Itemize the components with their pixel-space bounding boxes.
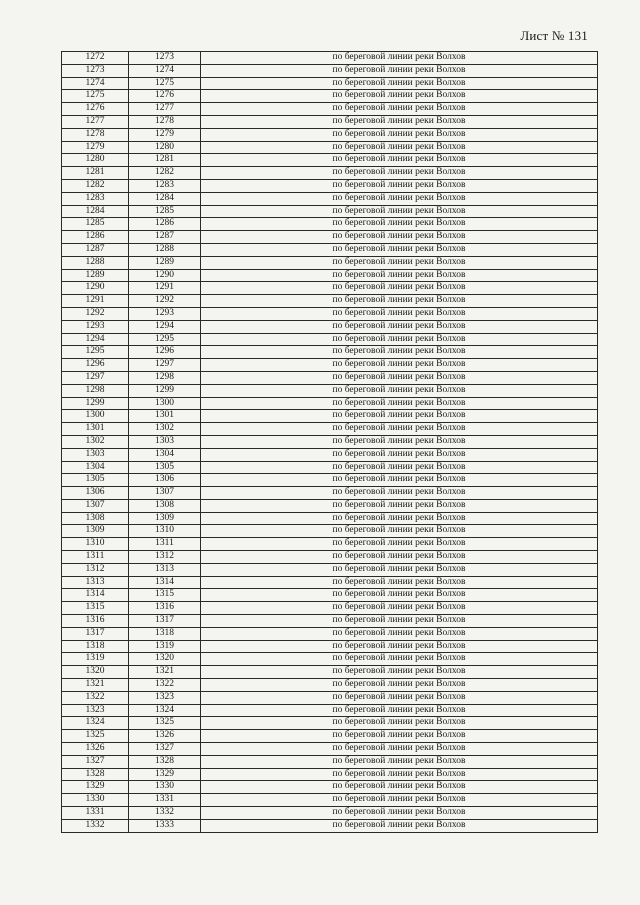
from-point-cell: 1283	[62, 192, 129, 205]
table-row	[62, 371, 598, 384]
description-cell: по береговой линии реки Волхов	[201, 397, 598, 410]
description-cell: по береговой линии реки Волхов	[201, 576, 598, 589]
to-point-cell: 1306	[129, 474, 201, 487]
from-point-cell: 1306	[62, 487, 129, 500]
description-cell: по береговой линии реки Волхов	[201, 538, 598, 551]
table-row	[62, 794, 598, 807]
to-point-cell: 1309	[129, 512, 201, 525]
description-cell: по береговой линии реки Волхов	[201, 128, 598, 141]
from-point-cell: 1293	[62, 320, 129, 333]
to-point-cell: 1291	[129, 282, 201, 295]
description-cell: по береговой линии реки Волхов	[201, 512, 598, 525]
description-cell: по береговой линии реки Волхов	[201, 115, 598, 128]
description-cell: по береговой линии реки Волхов	[201, 653, 598, 666]
to-point-cell: 1279	[129, 128, 201, 141]
table-body	[62, 52, 598, 833]
table-row	[62, 807, 598, 820]
from-point-cell: 1298	[62, 384, 129, 397]
from-point-cell: 1327	[62, 755, 129, 768]
table-row	[62, 819, 598, 832]
table-row	[62, 282, 598, 295]
from-point-cell: 1278	[62, 128, 129, 141]
description-cell: по береговой линии реки Волхов	[201, 231, 598, 244]
table-row	[62, 423, 598, 436]
table-row	[62, 640, 598, 653]
to-point-cell: 1316	[129, 602, 201, 615]
description-cell: по береговой линии реки Волхов	[201, 679, 598, 692]
to-point-cell: 1314	[129, 576, 201, 589]
to-point-cell: 1278	[129, 115, 201, 128]
description-cell: по береговой линии реки Волхов	[201, 768, 598, 781]
from-point-cell: 1308	[62, 512, 129, 525]
table-row	[62, 205, 598, 218]
description-cell: по береговой линии реки Волхов	[201, 730, 598, 743]
table-row	[62, 704, 598, 717]
table-row	[62, 256, 598, 269]
description-cell: по береговой линии реки Волхов	[201, 295, 598, 308]
table-row	[62, 487, 598, 500]
from-point-cell: 1284	[62, 205, 129, 218]
description-cell: по береговой линии реки Волхов	[201, 141, 598, 154]
to-point-cell: 1332	[129, 807, 201, 820]
table-row	[62, 77, 598, 90]
description-cell: по береговой линии реки Волхов	[201, 717, 598, 730]
to-point-cell: 1326	[129, 730, 201, 743]
from-point-cell: 1299	[62, 397, 129, 410]
table-row	[62, 679, 598, 692]
from-point-cell: 1296	[62, 359, 129, 372]
description-cell: по береговой линии реки Волхов	[201, 410, 598, 423]
table-row	[62, 730, 598, 743]
table-row	[62, 52, 598, 65]
from-point-cell: 1314	[62, 589, 129, 602]
description-cell: по береговой линии реки Волхов	[201, 192, 598, 205]
to-point-cell: 1329	[129, 768, 201, 781]
to-point-cell: 1285	[129, 205, 201, 218]
from-point-cell: 1277	[62, 115, 129, 128]
table-row	[62, 141, 598, 154]
table-row	[62, 384, 598, 397]
from-point-cell: 1273	[62, 64, 129, 77]
from-point-cell: 1290	[62, 282, 129, 295]
from-point-cell: 1317	[62, 627, 129, 640]
description-cell: по береговой линии реки Волхов	[201, 448, 598, 461]
from-point-cell: 1313	[62, 576, 129, 589]
from-point-cell: 1319	[62, 653, 129, 666]
to-point-cell: 1289	[129, 256, 201, 269]
description-cell: по береговой линии реки Волхов	[201, 77, 598, 90]
to-point-cell: 1315	[129, 589, 201, 602]
to-point-cell: 1313	[129, 563, 201, 576]
description-cell: по береговой линии реки Волхов	[201, 807, 598, 820]
from-point-cell: 1286	[62, 231, 129, 244]
table-row	[62, 627, 598, 640]
table-row	[62, 103, 598, 116]
to-point-cell: 1323	[129, 691, 201, 704]
to-point-cell: 1300	[129, 397, 201, 410]
from-point-cell: 1301	[62, 423, 129, 436]
description-cell: по береговой линии реки Волхов	[201, 627, 598, 640]
from-point-cell: 1312	[62, 563, 129, 576]
to-point-cell: 1318	[129, 627, 201, 640]
table-row	[62, 333, 598, 346]
from-point-cell: 1328	[62, 768, 129, 781]
to-point-cell: 1308	[129, 499, 201, 512]
from-point-cell: 1329	[62, 781, 129, 794]
to-point-cell: 1317	[129, 615, 201, 628]
description-cell: по береговой линии реки Волхов	[201, 359, 598, 372]
from-point-cell: 1330	[62, 794, 129, 807]
from-point-cell: 1294	[62, 333, 129, 346]
table-row	[62, 192, 598, 205]
to-point-cell: 1311	[129, 538, 201, 551]
table-row	[62, 589, 598, 602]
from-point-cell: 1315	[62, 602, 129, 615]
table-row	[62, 563, 598, 576]
table-row	[62, 90, 598, 103]
from-point-cell: 1292	[62, 307, 129, 320]
to-point-cell: 1288	[129, 243, 201, 256]
to-point-cell: 1303	[129, 435, 201, 448]
from-point-cell: 1295	[62, 346, 129, 359]
from-point-cell: 1304	[62, 461, 129, 474]
to-point-cell: 1304	[129, 448, 201, 461]
to-point-cell: 1276	[129, 90, 201, 103]
to-point-cell: 1281	[129, 154, 201, 167]
to-point-cell: 1274	[129, 64, 201, 77]
to-point-cell: 1277	[129, 103, 201, 116]
from-point-cell: 1272	[62, 52, 129, 65]
to-point-cell: 1286	[129, 218, 201, 231]
table-row	[62, 435, 598, 448]
from-point-cell: 1320	[62, 666, 129, 679]
to-point-cell: 1312	[129, 551, 201, 564]
from-point-cell: 1326	[62, 743, 129, 756]
description-cell: по береговой линии реки Волхов	[201, 819, 598, 832]
table-row	[62, 115, 598, 128]
table-row	[62, 691, 598, 704]
to-point-cell: 1290	[129, 269, 201, 282]
table-row	[62, 755, 598, 768]
table-row	[62, 128, 598, 141]
description-cell: по береговой линии реки Волхов	[201, 615, 598, 628]
description-cell: по береговой линии реки Волхов	[201, 333, 598, 346]
description-cell: по береговой линии реки Волхов	[201, 103, 598, 116]
table-row	[62, 653, 598, 666]
to-point-cell: 1299	[129, 384, 201, 397]
from-point-cell: 1332	[62, 819, 129, 832]
description-cell: по береговой линии реки Волхов	[201, 282, 598, 295]
table-row	[62, 512, 598, 525]
from-point-cell: 1303	[62, 448, 129, 461]
from-point-cell: 1279	[62, 141, 129, 154]
from-point-cell: 1287	[62, 243, 129, 256]
from-point-cell: 1309	[62, 525, 129, 538]
to-point-cell: 1319	[129, 640, 201, 653]
to-point-cell: 1295	[129, 333, 201, 346]
description-cell: по береговой линии реки Волхов	[201, 781, 598, 794]
from-point-cell: 1316	[62, 615, 129, 628]
to-point-cell: 1282	[129, 167, 201, 180]
from-point-cell: 1274	[62, 77, 129, 90]
description-cell: по береговой линии реки Волхов	[201, 52, 598, 65]
description-cell: по береговой линии реки Волхов	[201, 794, 598, 807]
table-row	[62, 179, 598, 192]
from-point-cell: 1324	[62, 717, 129, 730]
from-point-cell: 1276	[62, 103, 129, 116]
table-row	[62, 538, 598, 551]
description-cell: по береговой линии реки Волхов	[201, 563, 598, 576]
to-point-cell: 1325	[129, 717, 201, 730]
description-cell: по береговой линии реки Волхов	[201, 474, 598, 487]
from-point-cell: 1291	[62, 295, 129, 308]
table-row	[62, 243, 598, 256]
description-cell: по береговой линии реки Волхов	[201, 179, 598, 192]
description-cell: по береговой линии реки Волхов	[201, 64, 598, 77]
table-row	[62, 768, 598, 781]
table-row	[62, 461, 598, 474]
to-point-cell: 1293	[129, 307, 201, 320]
from-point-cell: 1331	[62, 807, 129, 820]
sheet-number-label: Лист № 131	[520, 28, 588, 43]
from-point-cell: 1281	[62, 167, 129, 180]
table-row	[62, 499, 598, 512]
from-point-cell: 1275	[62, 90, 129, 103]
from-point-cell: 1318	[62, 640, 129, 653]
description-cell: по береговой линии реки Волхов	[201, 90, 598, 103]
description-cell: по береговой линии реки Волхов	[201, 704, 598, 717]
description-cell: по береговой линии реки Волхов	[201, 423, 598, 436]
from-point-cell: 1305	[62, 474, 129, 487]
description-cell: по береговой линии реки Волхов	[201, 435, 598, 448]
to-point-cell: 1283	[129, 179, 201, 192]
description-cell: по береговой линии реки Волхов	[201, 743, 598, 756]
table-row	[62, 666, 598, 679]
to-point-cell: 1321	[129, 666, 201, 679]
to-point-cell: 1327	[129, 743, 201, 756]
to-point-cell: 1280	[129, 141, 201, 154]
description-cell: по береговой линии реки Волхов	[201, 691, 598, 704]
from-point-cell: 1322	[62, 691, 129, 704]
table-row	[62, 615, 598, 628]
from-point-cell: 1280	[62, 154, 129, 167]
description-cell: по береговой линии реки Волхов	[201, 525, 598, 538]
description-cell: по береговой линии реки Волхов	[201, 551, 598, 564]
table-row	[62, 743, 598, 756]
to-point-cell: 1305	[129, 461, 201, 474]
boundary-points-table	[61, 51, 598, 833]
description-cell: по береговой линии реки Волхов	[201, 384, 598, 397]
description-cell: по береговой линии реки Волхов	[201, 154, 598, 167]
description-cell: по береговой линии реки Волхов	[201, 666, 598, 679]
table-row	[62, 448, 598, 461]
description-cell: по береговой линии реки Волхов	[201, 256, 598, 269]
to-point-cell: 1273	[129, 52, 201, 65]
from-point-cell: 1323	[62, 704, 129, 717]
description-cell: по береговой линии реки Волхов	[201, 269, 598, 282]
to-point-cell: 1333	[129, 819, 201, 832]
from-point-cell: 1297	[62, 371, 129, 384]
description-cell: по береговой линии реки Волхов	[201, 755, 598, 768]
to-point-cell: 1292	[129, 295, 201, 308]
from-point-cell: 1310	[62, 538, 129, 551]
to-point-cell: 1324	[129, 704, 201, 717]
from-point-cell: 1288	[62, 256, 129, 269]
to-point-cell: 1330	[129, 781, 201, 794]
to-point-cell: 1310	[129, 525, 201, 538]
from-point-cell: 1302	[62, 435, 129, 448]
description-cell: по береговой линии реки Волхов	[201, 461, 598, 474]
table-row	[62, 218, 598, 231]
from-point-cell: 1282	[62, 179, 129, 192]
table-row	[62, 781, 598, 794]
description-cell: по береговой линии реки Волхов	[201, 589, 598, 602]
table-row	[62, 410, 598, 423]
to-point-cell: 1322	[129, 679, 201, 692]
description-cell: по береговой линии реки Волхов	[201, 371, 598, 384]
table-row	[62, 576, 598, 589]
to-point-cell: 1296	[129, 346, 201, 359]
to-point-cell: 1284	[129, 192, 201, 205]
description-cell: по береговой линии реки Волхов	[201, 218, 598, 231]
table-row	[62, 474, 598, 487]
description-cell: по береговой линии реки Волхов	[201, 346, 598, 359]
description-cell: по береговой линии реки Волхов	[201, 499, 598, 512]
description-cell: по береговой линии реки Волхов	[201, 243, 598, 256]
table-row	[62, 397, 598, 410]
table-row	[62, 320, 598, 333]
to-point-cell: 1320	[129, 653, 201, 666]
from-point-cell: 1307	[62, 499, 129, 512]
to-point-cell: 1307	[129, 487, 201, 500]
to-point-cell: 1301	[129, 410, 201, 423]
description-cell: по береговой линии реки Волхов	[201, 640, 598, 653]
from-point-cell: 1289	[62, 269, 129, 282]
from-point-cell: 1321	[62, 679, 129, 692]
table-row	[62, 551, 598, 564]
description-cell: по береговой линии реки Волхов	[201, 307, 598, 320]
description-cell: по береговой линии реки Волхов	[201, 602, 598, 615]
description-cell: по береговой линии реки Волхов	[201, 487, 598, 500]
to-point-cell: 1297	[129, 359, 201, 372]
table-row	[62, 346, 598, 359]
to-point-cell: 1331	[129, 794, 201, 807]
description-cell: по береговой линии реки Волхов	[201, 205, 598, 218]
table-row	[62, 64, 598, 77]
table-row	[62, 717, 598, 730]
table-row	[62, 602, 598, 615]
from-point-cell: 1300	[62, 410, 129, 423]
table-row	[62, 295, 598, 308]
table-row	[62, 231, 598, 244]
table-row	[62, 359, 598, 372]
table-row	[62, 307, 598, 320]
to-point-cell: 1294	[129, 320, 201, 333]
table-row	[62, 269, 598, 282]
to-point-cell: 1298	[129, 371, 201, 384]
from-point-cell: 1285	[62, 218, 129, 231]
table-row	[62, 167, 598, 180]
description-cell: по береговой линии реки Волхов	[201, 167, 598, 180]
from-point-cell: 1325	[62, 730, 129, 743]
from-point-cell: 1311	[62, 551, 129, 564]
table-row	[62, 525, 598, 538]
to-point-cell: 1275	[129, 77, 201, 90]
to-point-cell: 1328	[129, 755, 201, 768]
description-cell: по береговой линии реки Волхов	[201, 320, 598, 333]
table-row	[62, 154, 598, 167]
to-point-cell: 1287	[129, 231, 201, 244]
to-point-cell: 1302	[129, 423, 201, 436]
